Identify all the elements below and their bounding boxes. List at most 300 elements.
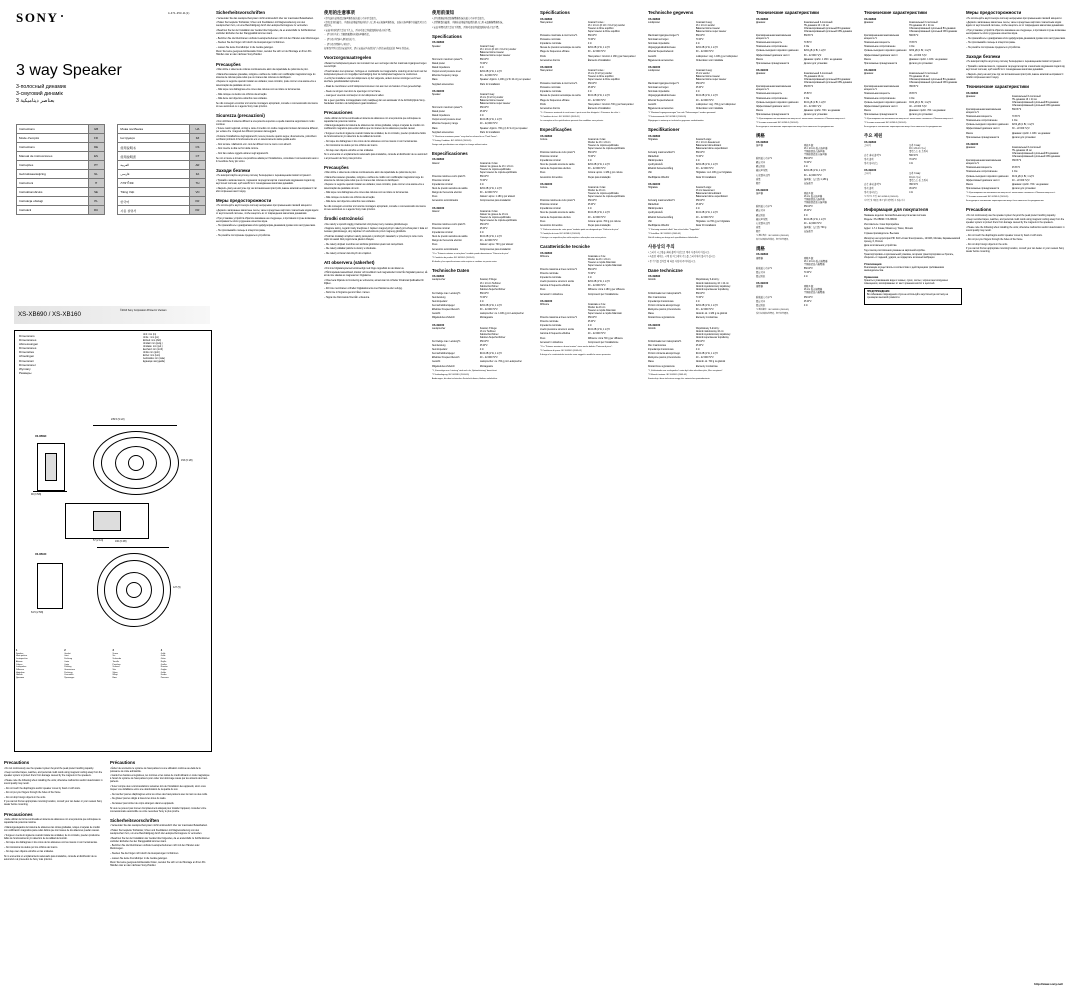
drawing-model-160: XS-XB160 (35, 553, 47, 556)
spacer (104, 152, 118, 161)
spec-key: Puissance maximale à court terme*1 (540, 83, 578, 86)
spec-row (756, 35, 860, 42)
spec-value: 4 Ω (479, 184, 484, 187)
spec-key: Potencia máxima a corto plazo*1 (432, 175, 466, 178)
spec-key: Масса (966, 183, 973, 186)
spec-key: Номинальная мощность (756, 93, 782, 96)
specifications-block (756, 133, 860, 242)
spec-table (864, 145, 962, 168)
section-paragraph: – Não deixe cair objectos estranhos nas unidades. (216, 98, 268, 101)
spec-key: Potencia nominal (432, 228, 450, 231)
spec-key: 瞬間最大功率*1 (756, 267, 772, 270)
spec-value: Динамик: прибл. 700 г на динамик (1012, 183, 1049, 186)
spec-key: Уровень выходного звукового давления (756, 101, 799, 104)
specifications-block (432, 151, 536, 264)
language-code: TH (189, 179, 205, 188)
section-paragraph: • Не используйте акустическую систему непрерывно при превышении пиковой мощности. (966, 17, 1063, 20)
column-precautions-2 (110, 760, 210, 872)
spec-value: 4 Ω (587, 43, 592, 46)
column-5 (540, 10, 644, 361)
spec-value: 92±2 dB (1 W, 1 m)*2 (803, 170, 826, 173)
spec-key: Номинальное сопротивление (756, 46, 788, 49)
spec-note: *1 „Krótkotrwała moc maksymalna” może być także określana jako „Moc szczytowa”. (648, 369, 723, 372)
spec-value: 560 W*2 (909, 155, 918, 158)
language-name: 한국어 (118, 197, 190, 206)
spec-row (756, 276, 860, 280)
spec-value: 91±2 дБ (1 Вт, 1 м)*2 (803, 101, 826, 104)
spec-value: 4 Ом (803, 46, 810, 49)
parts-legend-line: Speaker (16, 652, 24, 655)
spec-value: 92±2 дБ (1 Вт, 1 м)*2 (803, 50, 826, 53)
spec-value: 560 Вт*2 (803, 35, 813, 38)
spec-value: Speaker: Approx. 700 g (1 lb 9 oz) per speaker (479, 127, 528, 130)
parts-legend-line: Junta (64, 663, 70, 666)
spec-note: Wijzigingen in ontwerp en technische gegevens voorbehouden. (648, 120, 705, 123)
spec-model-name: XS-XB690 (648, 134, 661, 138)
spec-key: Эффективный диапазон частот (864, 54, 898, 57)
spec-table (756, 286, 860, 309)
spec-value: Детали для установки (1012, 187, 1036, 190)
spec-key: Uitgangsgeluidsdrukniveau (648, 47, 676, 50)
specifications-heading: Технические характеристики (966, 83, 1029, 89)
unit-legend-row: Единица: мм (дюйм) (143, 361, 165, 363)
section-zahody-bezpeky (966, 54, 1066, 80)
spec-value: 70 W*2 (479, 179, 488, 182)
specifications-heading: Technische gegevens (648, 10, 694, 15)
spec-value: 70 W*2 (587, 39, 596, 42)
spec-table (648, 279, 752, 321)
spec-key: 瞬间最大功率*1 (756, 158, 772, 161)
section-forsiktighet (324, 260, 428, 300)
language-name: Manual de instrucciones (17, 152, 89, 161)
section-paragraph: • Тримайте записані касети, годинники та кредитні картки з магнітним кодуванням подалі від акустичної системи, щоб запобігти їх пошкодженню магнітами динаміків. (966, 66, 1065, 72)
spec-value: Współosiowy 3-drożny: Głośnik niskotonowy 16 × 24 cm Głośnik wysokotonowy kopułkowy Głośnik supertweeter kopułkowy (695, 279, 731, 291)
section-ct-usage (432, 10, 536, 30)
language-code: VN (189, 188, 205, 197)
spec-key: Lautsprecher (432, 327, 446, 330)
spec-value: 4 Ω (803, 304, 808, 307)
spec-table (648, 328, 752, 370)
spec-model-name: XS-XB690 (540, 17, 553, 21)
spec-key: Номинальное сопротивление (864, 97, 896, 100)
spec-note: *1 "Kortvarig maximal effekt" kan också kallas "Toppeffekt". (648, 228, 701, 231)
section-paragraph: Se não conseguir encontrar um local de montagem apropriado, consulte o concessionário da marca do seu automóvel ou o agente Sony mais próximo. (324, 205, 426, 212)
spec-value: 560 W*2 (695, 292, 705, 295)
spec-value: Динамик: прибл. 700 г на динамик (909, 109, 946, 112)
section-paragraph: • Verwenden Sie das Lautsprechersystem nicht kontinuierlich über der maximalen Belastbarkeit. (110, 825, 208, 828)
spec-row (756, 183, 860, 187)
spec-value: Głośnik: ok. 1 180 g na głośnik (695, 313, 728, 316)
spec-value: 4 Ω (587, 160, 592, 163)
spec-key: Прилагаемые принадлежности (756, 113, 790, 116)
spec-model-name: XS-XB690 (432, 158, 445, 162)
spec-key: 정격 출력 (864, 187, 874, 190)
spec-value: 91±2 dB (1 W, 1 m)*2 (479, 119, 502, 122)
spec-value: Детали для установки (909, 113, 933, 116)
spec-key: Gama de frequências efectiva (540, 168, 571, 171)
spec-value: 45 W*2 (909, 187, 917, 190)
dim-160-depth: 64.5 (2 5/8) (31, 611, 44, 614)
spec-key: Kurzzeitige max. Leistung*1 (432, 340, 461, 343)
parts-legend-group (161, 650, 206, 680)
spec-value: 350 Вт*2 (909, 86, 919, 89)
spec-value: 45 W*2 (803, 210, 812, 213)
spec-model-name: XS-XB160 (540, 65, 553, 69)
spec-key: 附件 (756, 182, 761, 185)
parts-legend-line: Pakking (64, 666, 72, 669)
spec-value: 45 W*2 (803, 300, 812, 303)
spec-value: 30 – 22.000 Hz*2 (479, 309, 498, 312)
russian-info-paragraph: Страна-производитель: Вьетнам (864, 232, 899, 235)
spec-table (540, 22, 644, 64)
spec-value: 560 W*2 (695, 152, 705, 155)
spec-value: 45 W*2 (587, 204, 596, 207)
spec-value: Коаксиальный 3-полосный: НЧ-динамик 16 × 24 см Сбалансированный купольный ВЧ-динамик Сбалансированный купольный СВЧ-динамик (1012, 95, 1061, 107)
spec-note: *2 Условия испытаний: IEC 60268-5 (2003-05) (864, 122, 907, 125)
spec-key: 揚聲器 (756, 286, 763, 289)
spec-row (648, 279, 752, 292)
spec-key: Potência máxima de curto prazo*1 (540, 200, 576, 203)
section-paragraph: • Держите записанные магнитные ленты, часы и кредитные карточки с магнитным кодом вдали от акустической системы, чтобы защитить их от повреждения магнитами динамиков. (966, 22, 1065, 28)
section-paragraph: • Verwenden Sie das Lautsprechersystem nicht kontinuierlich über der maximalen Belastbarkeit. (216, 17, 314, 20)
unit-legend-row: Eenheid: mm (inch) (143, 349, 163, 351)
specifications-heading: Specifikationer (648, 126, 680, 132)
section-paragraph: • Belast het luidsprekersysteem niet constant met een vermogen dat het maximale ingangsvermogen overschrijdt. (324, 62, 427, 69)
language-name: Instrukcii (17, 206, 89, 215)
parts-legend-line: Vite (112, 668, 116, 671)
spec-row (864, 86, 962, 93)
spec-row (540, 187, 644, 200)
spec-key: 揚聲器 (756, 257, 763, 260)
spec-key: Livello pressione sonora in uscita (540, 281, 574, 284)
spec-model-name: XS-XB690 (540, 251, 553, 255)
section-heading: 使用前須知 (432, 10, 454, 15)
spec-value: 92±2 dB (1 W, 1 m)*2 (587, 281, 610, 284)
spec-note: *1 La "Potenza massima a breve termine" viene anche definita "Potenza di picco". (540, 345, 613, 348)
spec-value: 4 Ω (909, 163, 913, 166)
spec-model-name: XS-XB690 (864, 140, 877, 144)
spec-table (864, 173, 962, 196)
spec-key: Номинальное сопротивление (966, 120, 998, 123)
spec-key: Impedância nominal (540, 208, 561, 211)
spec-row (648, 177, 752, 181)
spec-value: Montageteile (479, 365, 493, 368)
spec-key: Номинальное сопротивление (756, 97, 788, 100)
spec-note: *1 „Kurzzeitige max. Leistung“ wird auch als „Spitzenleistung“ bezeichnet. (432, 369, 498, 372)
spec-key: 정격 출력 (864, 159, 874, 162)
section-paragraph: – Berühren Sie die Membranen und/oder Lautsprecherkonen nicht mit den Händen oder Werkzeugen. (216, 37, 320, 40)
spec-table (756, 193, 860, 235)
spec-note: *2 Testvillkor: IEC 60268-5 (2003-05) (648, 233, 681, 235)
spec-table (432, 328, 536, 370)
section-paragraph: – Не прикасайтесь к диафрагмам и/или диффузорам динамиков руками или инструментами. (966, 37, 1066, 40)
spec-key: Rated power (432, 63, 446, 66)
spec-value: Altavoz: aprox. 700 g por altavoz (479, 244, 514, 247)
spec-key: Эффективный диапазон частот (864, 105, 898, 108)
spec-row (864, 63, 962, 67)
spec-key: Номинальное сопротивление (966, 171, 998, 174)
spec-model-name: XS-XB690 (540, 134, 553, 138)
spec-key: 額定功率 (756, 300, 766, 303)
spec-table (864, 22, 962, 67)
spec-table (540, 256, 644, 298)
dimension-label: Wymiary (19, 366, 31, 371)
spec-value: Högtalare: ca 1 180 g per högtalare (695, 172, 732, 175)
spec-model-name: XS-XB690 (648, 275, 661, 279)
spec-key: Nominaal vermogen (648, 39, 669, 42)
spec-note: *1 "Short-term maximum power" may also be referred to as "Peak Power". (432, 135, 498, 138)
section-paragraph: Als u geen geschikte montageplaats vindt, raadpleeg dan uw autodealer of de dichtstbijzijnde Sony-handelaar voordat u de luidsprekers gaat installeren. (324, 99, 426, 105)
spec-note: *1 "Maximaal ingangsvermogen" kan ook "Piekvermogen" worden genoemd. (648, 111, 716, 114)
spec-note: Il design e le caratteristiche tecniche sono soggetti a modifiche senza preavviso. (540, 354, 612, 357)
spec-table (540, 70, 644, 112)
dimension-label: Dimensioner (19, 362, 36, 367)
language-row (17, 188, 206, 197)
spec-key: Impedenza nominale (540, 325, 562, 328)
spec-value: 91±2 дБ (1 Вт, 1 м)*2 (1012, 175, 1034, 178)
spec-key: Rated power (432, 111, 446, 114)
spec-value: 45 Вт*2 (1012, 167, 1020, 170)
section-heading: Sicherheitsvorschriften (216, 10, 266, 15)
section-paragraph: – Non fare cadere oggetti estranei negli apparecchi. (216, 152, 269, 155)
spec-key: Nennimpedanz (432, 349, 448, 352)
specifications-block (540, 127, 644, 240)
spec-key: Прилагаемые принадлежности (966, 187, 1000, 190)
section-precautions-gb (4, 760, 104, 808)
spacer (104, 125, 118, 134)
spec-table (756, 73, 860, 118)
section-paragraph: If you cannot find an appropriate mounting location, consult your car dealer or your nearest Sony dealer before mounting. (966, 248, 1065, 254)
language-row (17, 197, 206, 206)
spec-model-name: XS-XB690 (648, 17, 661, 21)
spec-key: Märkeffekt (648, 156, 659, 159)
spec-row (432, 211, 536, 224)
spec-key: Ljudtrycksnivå (648, 212, 663, 215)
spec-value: Коаксиальный 3-полосный: НЧ-динамик 16 см Сбалансированный купольный ВЧ-динамик Сбалансированный купольный СВЧ-динамик (909, 72, 958, 85)
spec-value: Parts for installation (479, 83, 500, 86)
spec-value: 92±2 dB (1 W, 1 m)*2 (587, 164, 610, 167)
spec-value: 동축 3 way: 16 cm 우퍼 밸런스드 돔 트위터 (909, 173, 929, 182)
spec-key: Effektivt frekvensomfång (648, 168, 674, 171)
section-heading: Precauções (324, 164, 349, 170)
spec-model-name: XS-XB690 (756, 140, 769, 144)
section-paragraph: – No introduzca los dedos por los orificios del marco. (4, 846, 58, 849)
spec-value: 安装部件 (803, 230, 814, 233)
spec-model-name: XS-XB690 (432, 275, 445, 279)
dimension-label: Dimensions (19, 334, 35, 338)
spec-key: Kortvarig maximal effekt*1 (648, 152, 675, 155)
section-paragraph: – Не прикасайтесь к диафрагмам и/или диффузорам динамиков руками или инструментами. (216, 225, 316, 228)
spec-value: 350 W*2 (587, 200, 597, 203)
section-paragraph: Si vous ne pouvez pas trouver d'emplacement adéquat pour installer l'appareil, consultez votre concessionnaire automobile ou votre revendeur Sony le plus proche. (110, 807, 207, 813)
spec-value: Детали для установки (1012, 136, 1036, 139)
spec-value: 560 W*2 (803, 267, 813, 270)
section-paragraph: • Nie należy w sposób ciągły przekraczać szczytowej mocy zestawu głośnikowego. (324, 223, 409, 226)
spec-key: Supplied accessories (432, 83, 454, 86)
language-row (17, 134, 206, 143)
section-paragraph: – Stick inte in fingrarna genom hålen i ramen. (324, 292, 371, 295)
section-paragraph: – Lassen Sie keine Fremdkörper in die Geräte gelangen. (216, 46, 274, 49)
unit-legend-row: Unité : mm (po) (143, 337, 159, 339)
spec-key: Głośnik (648, 327, 656, 330)
dimension-label: Abmessungen (19, 342, 39, 347)
spec-key: Maximaal ingangsvermogen*1 (648, 35, 679, 38)
spec-note: *1 «Кратковременная максимальная мощность» также может называться «Пиковая мощность». (966, 191, 1056, 194)
dimension-label: Dimensiones (19, 338, 37, 343)
spec-key: 质量 (756, 226, 761, 229)
spec-key: Haut-parleur (540, 21, 553, 24)
spec-value: 4 Ом (803, 97, 810, 100)
language-row (17, 206, 206, 215)
front-view-690-tweeter (128, 455, 144, 471)
specifications-heading: Технические характеристики (756, 10, 819, 15)
copyright-note: ©2013 Sony Corporation Printed in Vietnam (120, 309, 167, 312)
spec-value: 45 W*2 (479, 228, 488, 231)
spec-value: 45 W*2 (587, 321, 596, 324)
language-code: ES (88, 152, 104, 161)
language-row (17, 152, 206, 161)
parts-legend-group (113, 650, 158, 680)
spec-value: 350 W*2 (479, 224, 489, 227)
specifications-block (432, 268, 536, 381)
spec-value: Parts for installation (479, 131, 500, 134)
spec-value: 92±2 dB (1 W, 1 m)*2 (479, 188, 502, 191)
spec-value: Diffusore: circa 1.180 g per diffusore (587, 289, 625, 292)
spec-value: Коаксиальный 3-полосный: НЧ-динамик 16 × 24 см Сбалансированный купольный ВЧ-динамик Сбалансированный купольный СВЧ-динамик (909, 21, 958, 33)
spec-value: 91±2 дБ (1 Вт, 1 м)*2 (909, 101, 931, 104)
spec-value: 4 Ω (909, 191, 913, 194)
spec-value: Коаксиальный 3-полосный: НЧ-динамик 16 см Сбалансированный купольный ВЧ-динамик Сбалансированный купольный СВЧ-динамик (1012, 146, 1061, 159)
section-paragraph: – Não toque nos diafragmas e/ou cones das colunas com as mãos ou ferramentas. (324, 192, 409, 195)
spec-value: 560 W*2 (479, 175, 489, 178)
spec-key: Номинальное сопротивление (864, 46, 896, 49)
spec-key: Масса (864, 58, 871, 61)
spec-key: Impedância nominal (540, 160, 561, 163)
spec-key: Масса (966, 132, 973, 135)
spec-value: Współosiowy 3-drożny: Głośnik niskotonowy 16 cm Głośnik wysokotonowy kopułkowy Głośnik supertweeter kopułkowy (695, 327, 731, 339)
spec-value: 70 W*2 (695, 39, 704, 42)
spec-key: Номинальная мощность (864, 42, 890, 45)
spec-value: Peças para instalação (587, 224, 611, 227)
language-code: RU (88, 206, 104, 215)
spec-value: 30 – 22 000 Hz*2 (695, 168, 714, 171)
section-paragraph: • 녹음된 테이프, 시계 및 마그네틱 카드를 스피커에서 멀리 두십시오. (648, 256, 716, 259)
spec-value: Lautsprecher: ca. 700 g pro Lautsprecher (479, 361, 522, 364)
parts-legend-line: Packning (64, 671, 73, 674)
spec-key: 额定阻抗 (756, 214, 766, 217)
spec-value: Koaxial 3-vägs: 16 cm baselement Balanserad domediskant Balanserad dome-superdiskant (695, 186, 728, 199)
spec-value: Diffusore: circa 700 g per diffusore (587, 337, 623, 340)
spec-value: Coaxial de 3 vías: Altavoz de graves de 16 × 24 cm Tweeter de cúpula equilibrada Super tweeter de cúpula equilibrada (479, 162, 517, 174)
specifications-block (648, 127, 752, 240)
spec-key: Динамик (864, 21, 874, 24)
spec-value: 4 Ом (909, 46, 915, 49)
spec-row (648, 317, 752, 321)
spec-note: *2 测试条件：IEC 60268-5 (2003-05) (756, 234, 789, 237)
section-paragraph: – Не просовывайте пальцы в отверстия рамы. (216, 229, 266, 232)
section-paragraph: • Mantenga alejados del sistema de altavoces las cintas grabadas, relojes o tarjetas de crédito con codificación magnética para evitar daños que los imanes de los altavoces puedan causar. (4, 826, 100, 832)
dim-690-width: 239.5 (9 1/2) (111, 418, 125, 421)
subtitle-ar: 3 بعناصر ديناميكية (16, 98, 55, 105)
specifications-heading: Spécifications (540, 10, 570, 15)
spec-key: Acessórios fornecidos (540, 224, 563, 227)
spec-value: 30 – 22.000 Hz*2 (587, 168, 606, 171)
spec-key: 額定阻抗 (756, 304, 766, 307)
spec-value: Delar för installation (695, 224, 717, 227)
spec-value: 91±2 dB (1 W, 1 m)*2 (479, 236, 502, 239)
parts-legend-group (16, 650, 61, 680)
language-name: Інструкція (118, 134, 190, 143)
spec-key: 有效频率范围 (756, 174, 770, 177)
specifications-heading: Specifications (432, 33, 462, 39)
spec-value: 70 W*2 (479, 296, 488, 299)
spec-value: 4 Ω (587, 277, 592, 280)
section-paragraph: – No deje caer objetos extraños en las unidades. (324, 149, 374, 152)
language-row (17, 179, 206, 188)
spec-key: Масса (756, 109, 763, 112)
spec-value: Детали для установки (803, 62, 828, 65)
spec-key: Livello pressione sonora in uscita (540, 329, 574, 332)
spec-key: 质量 (756, 178, 761, 181)
spec-table (540, 139, 644, 181)
spec-key: Peso (540, 337, 546, 340)
spec-value: 70 W*2 (909, 159, 917, 162)
spec-value: Głośnik: ok. 700 g na głośnik (695, 361, 726, 364)
parts-legend-line: Guarnizione (64, 668, 76, 671)
russian-info-paragraph: Изготовитель: Сони Корпорейшн (864, 223, 900, 226)
spec-value: 4 Ω (803, 276, 808, 279)
spec-key: Efektywne pasmo przenoszenia (648, 309, 681, 312)
spec-key: Nominaal vermogen (648, 87, 669, 90)
specifications-heading: 规格 (756, 133, 765, 139)
spec-value: 同軸 3 路： 16 cm 低音揚聲器 平衡球頂高音揚聲器 (803, 286, 825, 295)
section-paragraph: Se non si riesce a trovare una posizione adatta per l'installazione, consultare il concessionario auto o il rivenditore Sony più vicino. (216, 157, 319, 163)
spec-key: Effektiver Frequenzbereich (432, 309, 460, 312)
document-number: 4-471-253-11(1) (168, 12, 190, 15)
spec-table (432, 279, 536, 321)
spec-key: Nivel de presión acústica de salida (432, 236, 468, 239)
spec-value: 4 Ω (479, 301, 484, 304)
spec-key: Kennschalldruckpegel (432, 353, 455, 356)
spec-model-name: XS-XB690 (756, 17, 769, 21)
spec-value: 560 W*2 (587, 35, 597, 38)
spec-row (864, 73, 962, 86)
spec-key: 額定阻抗 (756, 276, 766, 279)
spec-value: 70 Вт*2 (803, 42, 812, 45)
spec-value: 92±2 dB (1 W, 1 m)*2 (479, 71, 502, 74)
spec-model-name: XS-XB160 (432, 89, 445, 93)
section-paragraph: • Durante l'installazione degli apparecchi, tenere presente quanto segue; diversamente, potrebbero verificarsi problemi di funzionamento e/o un deterioramento della qualità audio. (216, 136, 317, 142)
column-precautions-1 (4, 760, 104, 866)
section-paragraph: • Repare no seguinte quando instalar as unidades; caso contrário, pode ocorrer uma avaria e/ou a deterioração da qualidade do som. (216, 81, 316, 87)
parts-legend-number: 2 (64, 649, 66, 652)
section-paragraph: – Do not put your fingers through the holes of the frame. (966, 239, 1024, 242)
spec-key: 输出声压级 (756, 218, 768, 221)
storage-heading: Хранение (864, 274, 879, 279)
spec-key: Эффективный диапазон частот (966, 128, 1000, 131)
section-paragraph: – Do not drop foreign objects in the units. (966, 243, 1008, 246)
spec-value: 30 – 22.000 Hz*2 (695, 51, 714, 54)
spacer (104, 206, 118, 215)
spec-value: Peças para instalação (587, 176, 611, 179)
spec-note: *1 «Кратковременная максимальная мощность» также может называться «Пиковая мощность». (756, 118, 846, 121)
spec-value: Lautsprecher: ca. 1.180 g pro Lautsprecher (479, 313, 524, 316)
spec-value: 30 – 22 000 Hz*2 (695, 309, 714, 312)
spec-key: Bijgeleverde accessoires (648, 59, 674, 62)
spec-value: 4 Ω (695, 160, 700, 163)
spacer (104, 170, 118, 179)
spec-value: Детали для установки (909, 62, 933, 65)
